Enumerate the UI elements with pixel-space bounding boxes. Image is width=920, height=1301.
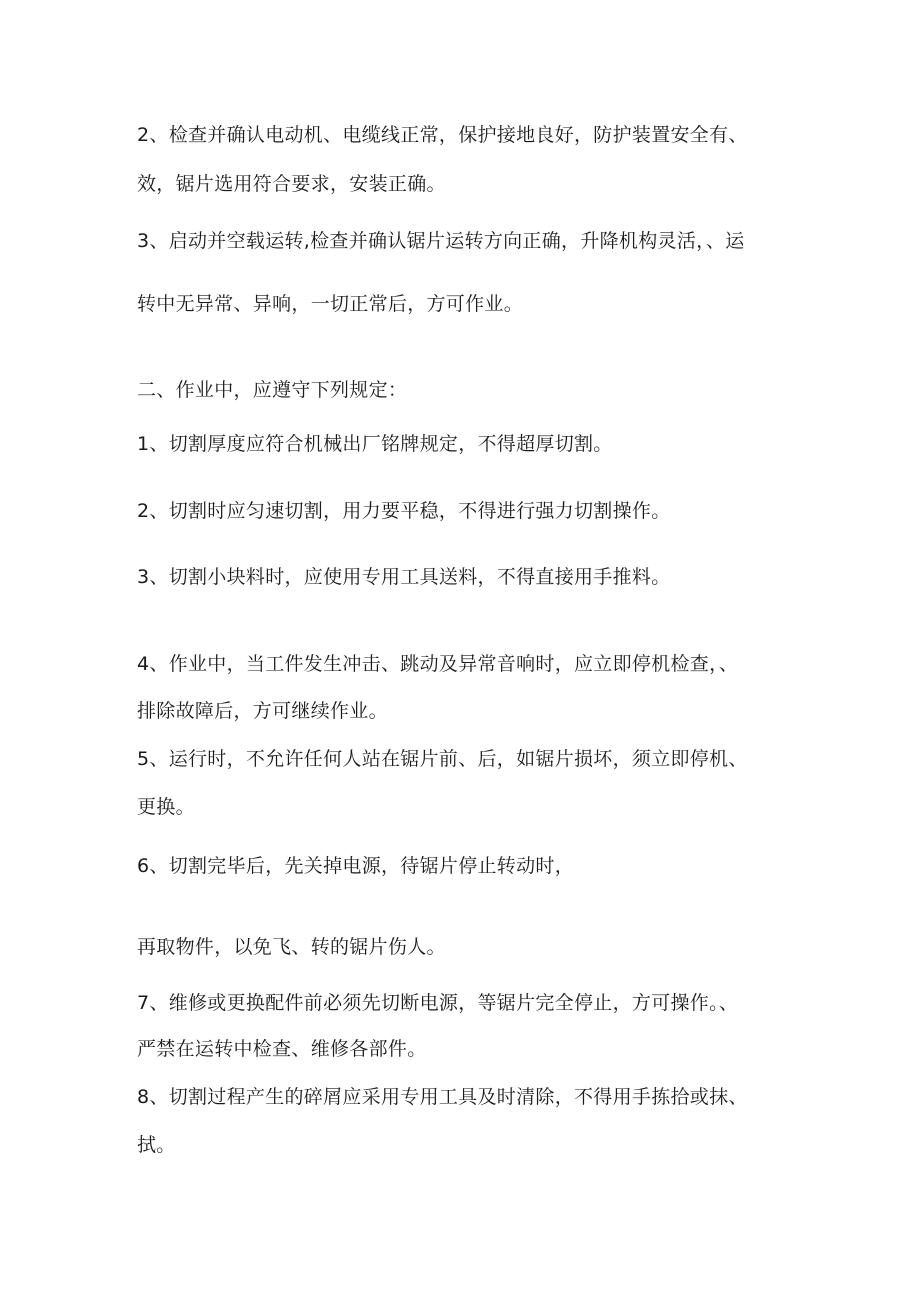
text-line: 3、切割小块料时，应使用专用工具送料，不得直接用手推料。 — [137, 566, 671, 588]
text-line: 7、维修或更换配件前必须先切断电源，等锯片完全停止，方可操作。、 — [137, 992, 739, 1014]
text-line: 2、切割时应匀速切割，用力要平稳，不得进行强力切割操作。 — [137, 500, 671, 522]
text-line: 更换。 — [137, 796, 195, 818]
text-line: 2、检查并确认电动机、电缆线正常，保护接地良好，防护装置安全有、 — [137, 124, 748, 146]
text-line: 3、启动并空载运转,检查并确认锯片运转方向正确，升降机构灵活，、运 — [137, 230, 745, 252]
text-line: 1、切割厚度应符合机械出厂铭牌规定，不得超厚切割。 — [137, 433, 613, 455]
text-line: 再取物件，以免飞、转的锯片伤人。 — [137, 936, 446, 958]
text-line: 拭。 — [137, 1134, 176, 1156]
text-line: 转中无异常、异响，一切正常后，方可作业。 — [137, 293, 524, 315]
text-line: 效，锯片选用符合要求，安装正确。 — [137, 173, 446, 195]
text-line: 6、切割完毕后，先关掉电源，待锯片停止转动时， — [137, 855, 574, 877]
text-line: 4、作业中，当工件发生冲击、跳动及异常音响时，应立即停机检查，、 — [137, 653, 739, 675]
text-line: 5、运行时，不允许任何人站在锯片前、后，如锯片损坏，须立即停机、 — [137, 748, 748, 770]
text-line: 排除故障后，方可继续作业。 — [137, 700, 388, 722]
section-heading: 二、作业中，应遵守下列规定： — [137, 379, 408, 401]
text-line: 8、切割过程产生的碎屑应采用专用工具及时清除，不得用手拣拾或抹、 — [137, 1086, 748, 1108]
text-line: 严禁在运转中检查、维修各部件。 — [137, 1038, 427, 1060]
